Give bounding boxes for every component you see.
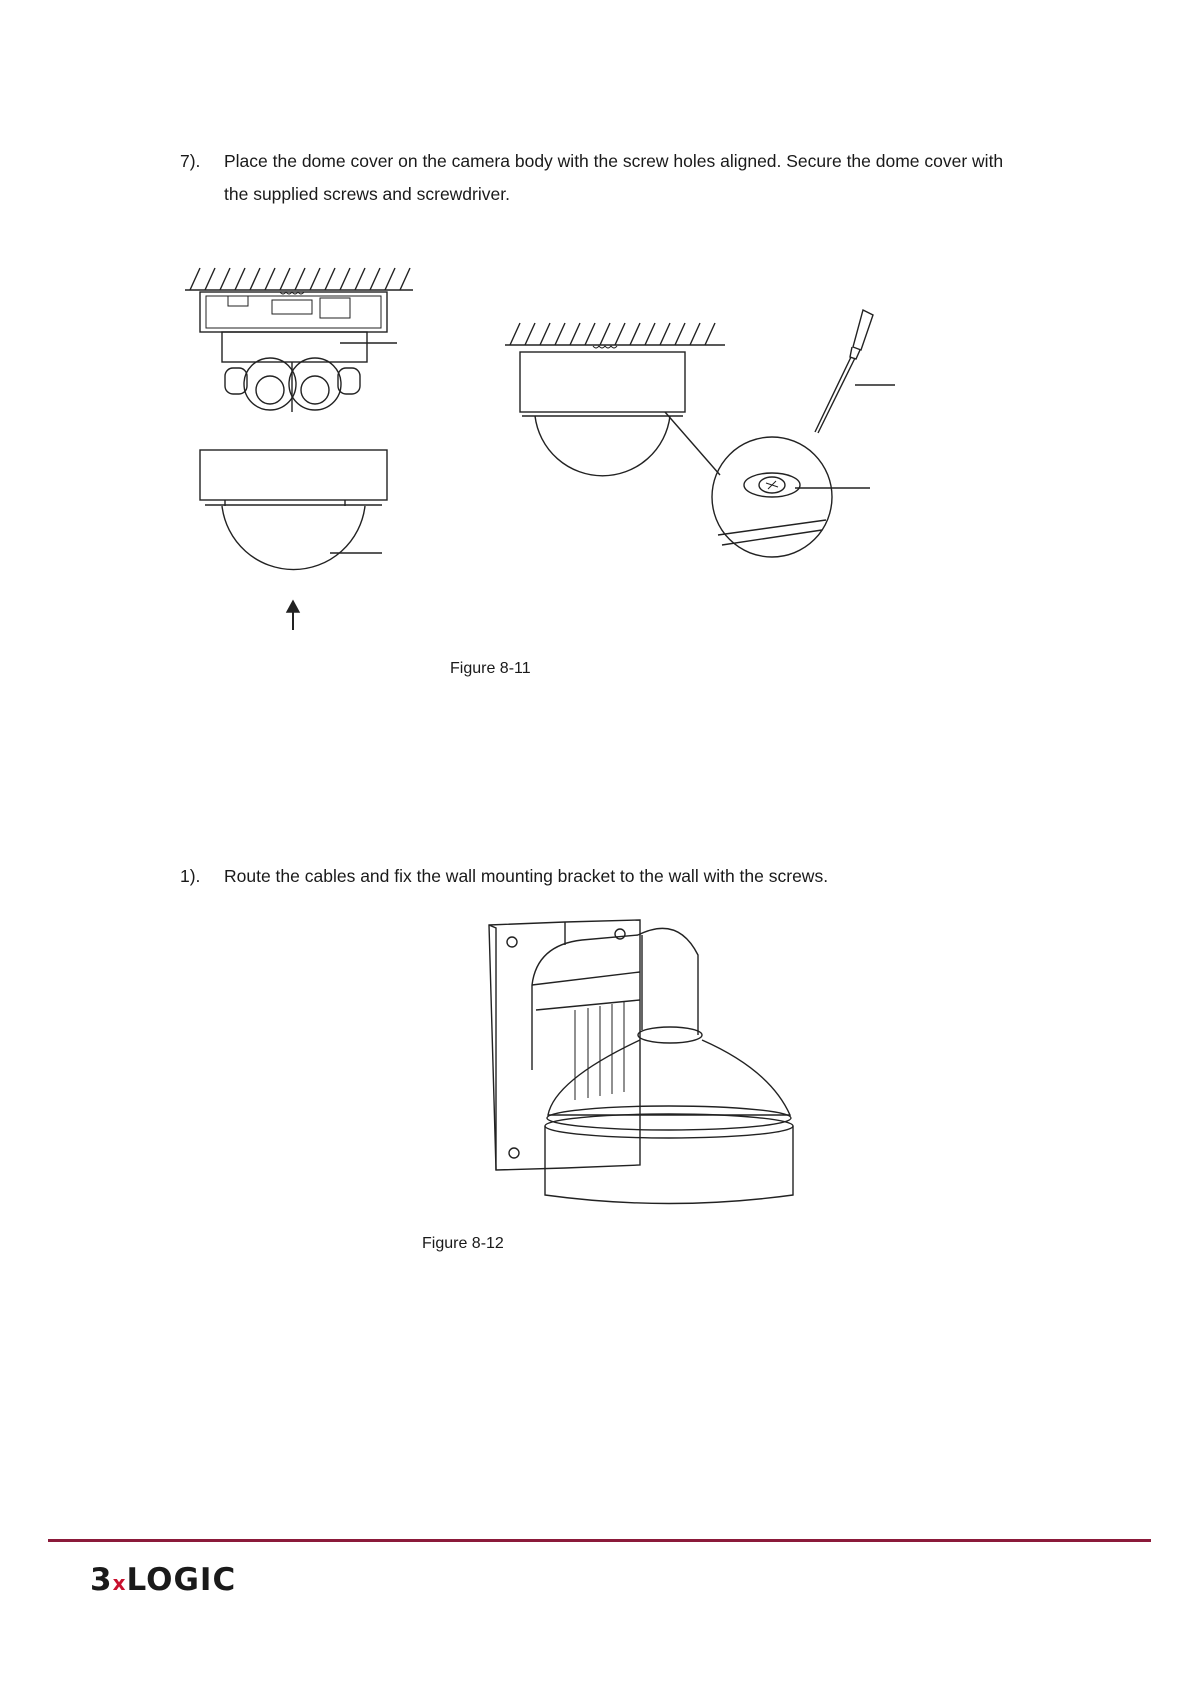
step-text: Route the cables and fix the wall mounting bracket to the wall with the screws. — [224, 866, 829, 886]
step-text-line-2: the supplied screws and screwdriver. — [224, 184, 510, 204]
logo-suffix: LOGIC — [126, 1562, 237, 1598]
screwdriver — [815, 310, 895, 433]
camera-lenses — [225, 358, 360, 412]
figure-8-12-illustration — [480, 910, 800, 1205]
step-number: 7). — [180, 151, 201, 171]
dome-cover-left — [200, 450, 387, 570]
footer-rule — [48, 1539, 1151, 1542]
logo-x: x — [112, 1571, 127, 1595]
bracket-arm — [532, 928, 702, 1100]
logo-prefix: 3 — [90, 1562, 113, 1598]
step-text-line-1: Place the dome cover on the camera body with the screw holes aligned. Secure the dome cover with — [224, 151, 1004, 171]
step-number: 1). — [180, 866, 201, 886]
brand-logo — [90, 1562, 236, 1598]
figure-8-11-illustration — [170, 255, 930, 635]
assembled-camera — [520, 346, 720, 476]
ceiling-hatch-left — [185, 268, 413, 290]
figure-8-11-caption: Figure 8-11 — [450, 660, 531, 677]
step-1 — [180, 860, 1080, 893]
step-7 — [180, 145, 1080, 215]
ceiling-hatch-right — [505, 323, 725, 345]
zoom-detail — [712, 437, 870, 557]
camera-housing — [545, 1040, 793, 1204]
arrow-up — [287, 601, 299, 630]
camera-base — [200, 292, 397, 362]
figure-8-12-caption: Figure 8-12 — [422, 1235, 504, 1252]
